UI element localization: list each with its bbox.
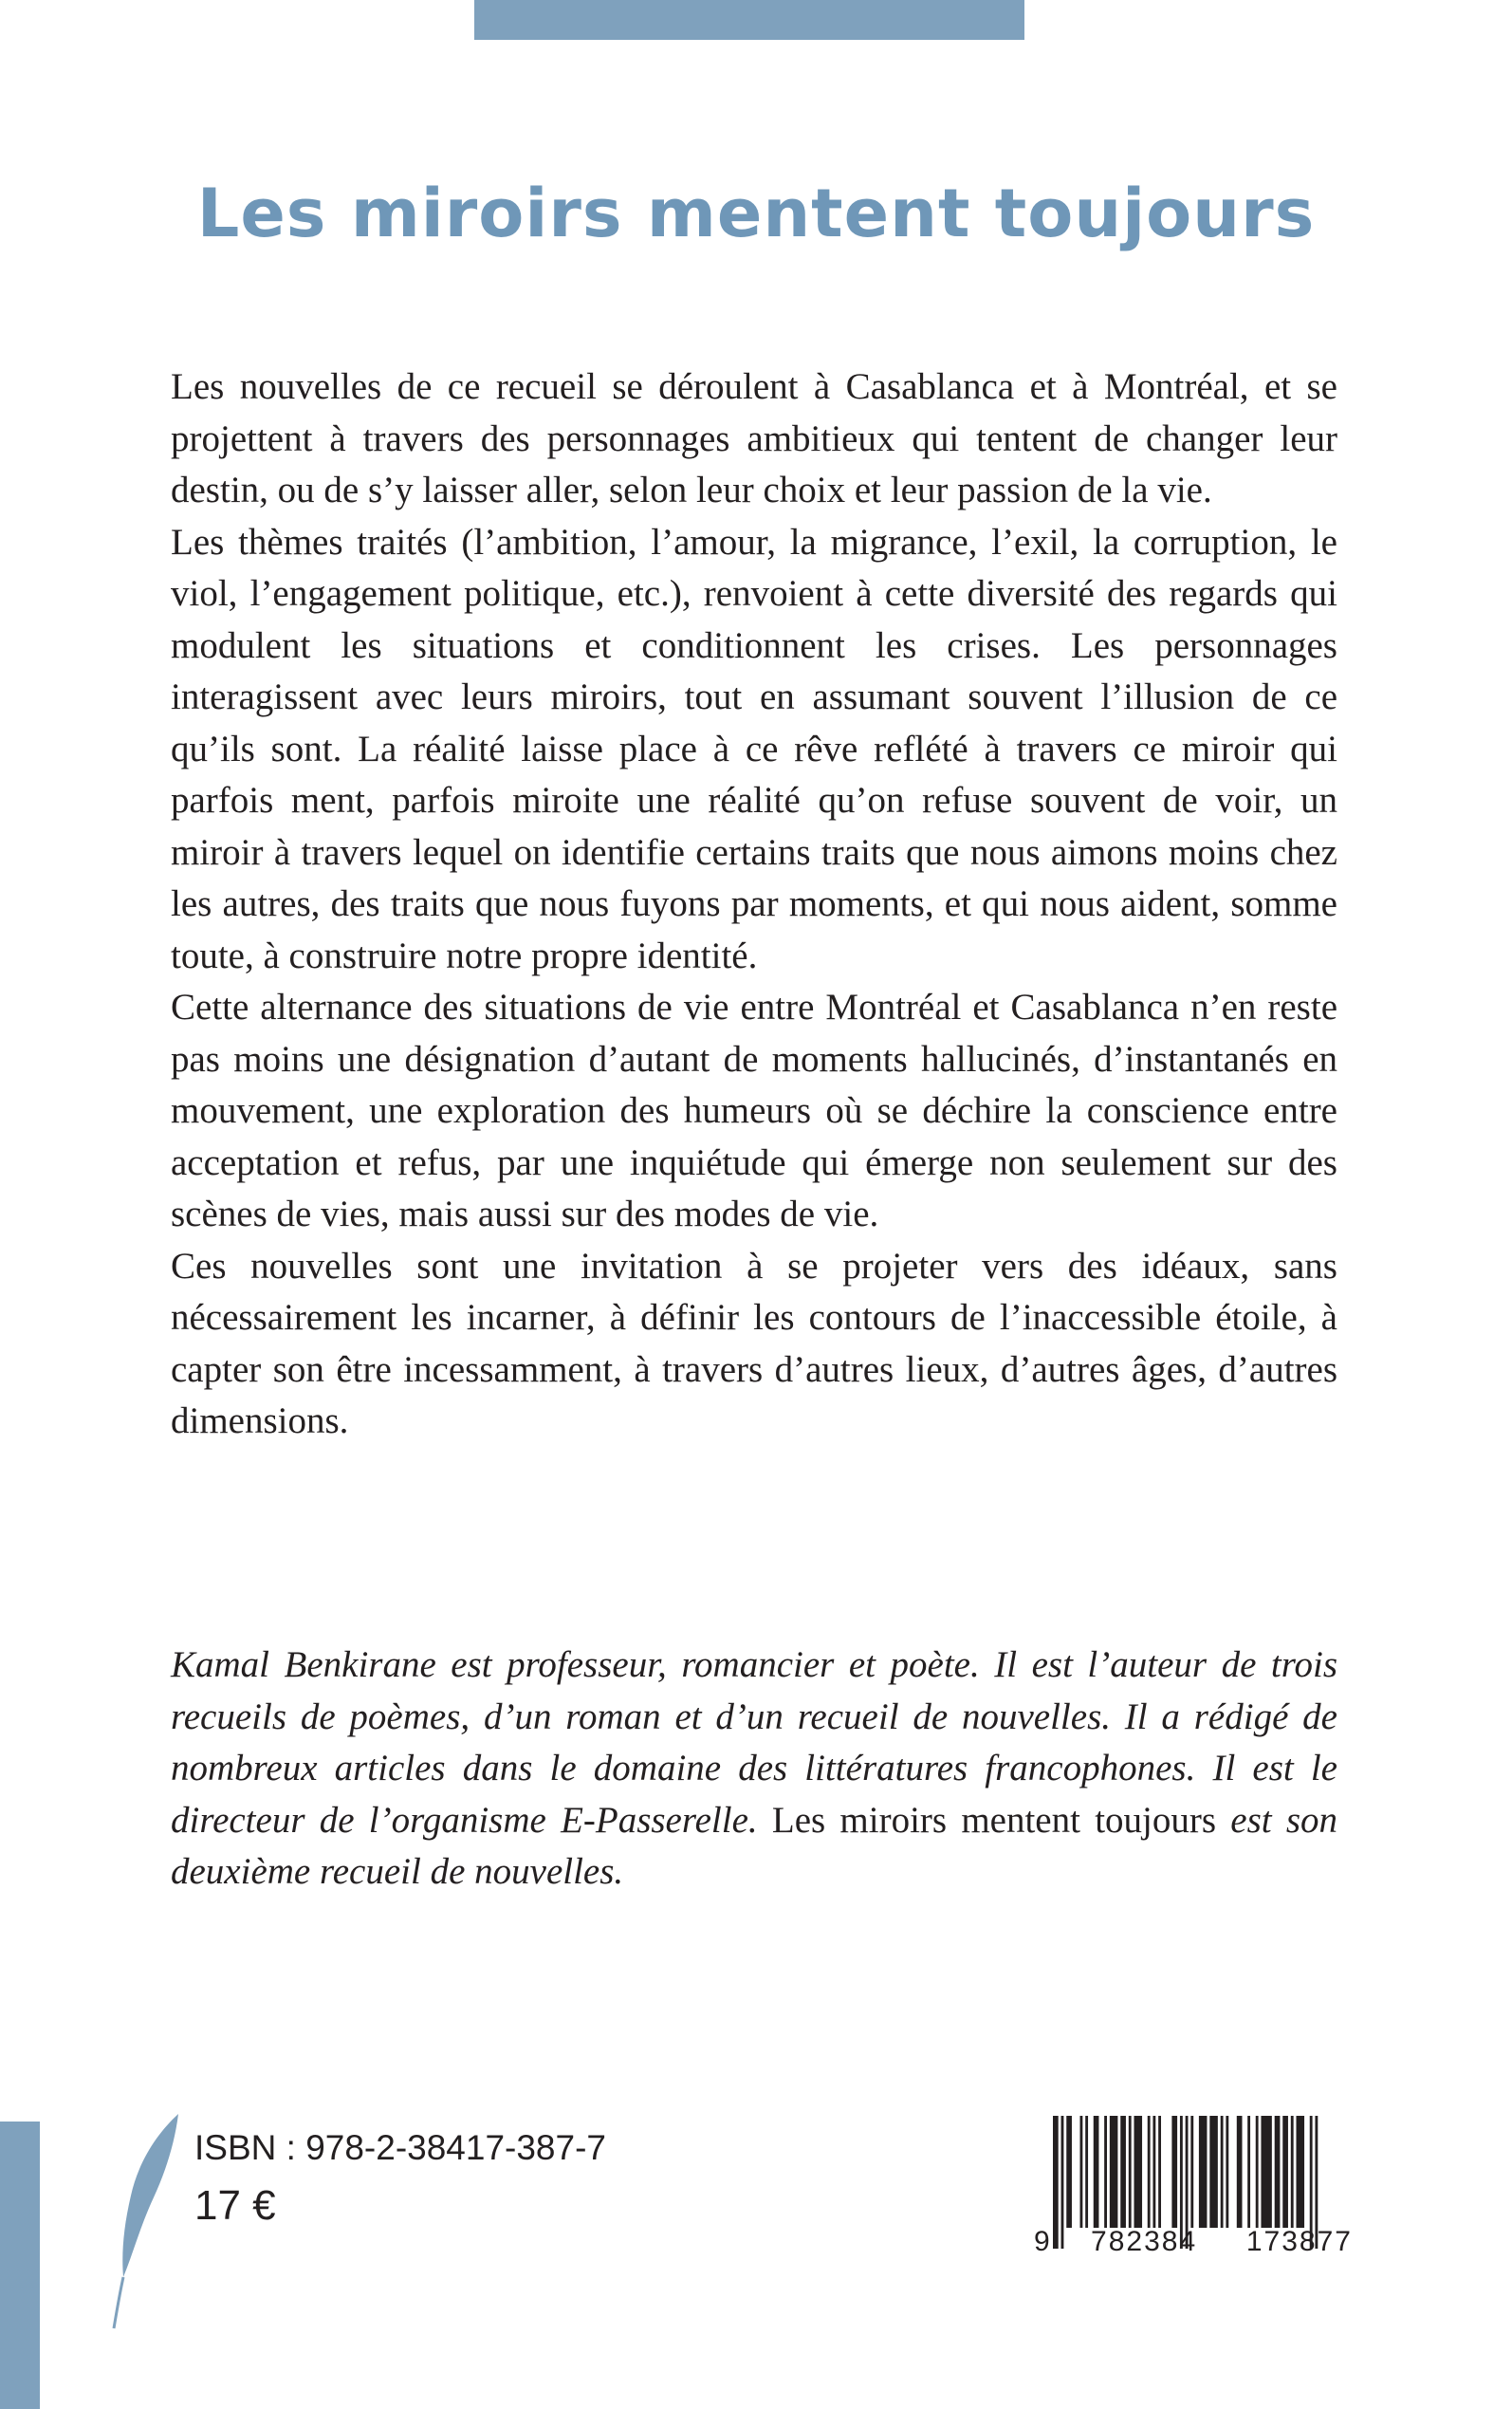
barcode-bar [1066, 2116, 1072, 2228]
barcode-bar [1134, 2116, 1143, 2228]
barcode-bar [1129, 2116, 1132, 2228]
barcode-bar [1226, 2116, 1228, 2228]
author-bio-text-end: est son deuxième recueil de nouvelles. [171, 1799, 1338, 1892]
summary-paragraph: Les nouvelles de ce recueil se déroulent à Casablanca et à Montréal, et se projettent à travers des personnages ambitieux qui tentent de changer leur destin, ou de s’y laisser aller, selon leur choix et leur passion de la vie. [171, 366, 1337, 510]
barcode [1034, 2114, 1337, 2325]
barcode-bar [1275, 2116, 1281, 2228]
barcode-bar [1094, 2116, 1099, 2228]
top-accent-bar [474, 0, 1024, 40]
feather-icon [112, 2112, 186, 2330]
barcode-bar [1261, 2116, 1271, 2228]
summary-text [171, 361, 1337, 1448]
barcode-bar [1152, 2116, 1155, 2228]
barcode-bar [1237, 2116, 1243, 2228]
barcode-bar [1171, 2116, 1177, 2228]
barcode-number-prefix: 9 [1034, 2226, 1052, 2257]
isbn-label: ISBN : 978-2-38417-387-7 [194, 2128, 606, 2167]
barcode-bar [1282, 2116, 1288, 2228]
barcode-bar [1247, 2116, 1250, 2228]
summary-paragraph: Cette alternance des situations de vie entre Montréal et Casablanca n’en reste pas moins une désignation d’autant de moments hallucinés, d’instantanés en mouvement, une exploration des humeurs où se déchire la conscience entre acceptation et refus, par une inquiétude qui émerge non seulement sur des scènes de vies, mais aussi sur des modes de vie. [171, 987, 1337, 1234]
barcode-bar [1199, 2116, 1208, 2228]
author-bio-book-title: Les miroirs mentent toujours [771, 1799, 1217, 1841]
barcode-number [1034, 2226, 1353, 2258]
price-label: 17 € [194, 2182, 276, 2229]
barcode-number-group1: 782384 [1091, 2226, 1198, 2257]
barcode-bar [1256, 2116, 1259, 2228]
barcode-bar [1190, 2116, 1193, 2228]
barcode-bar [1080, 2116, 1083, 2228]
barcode-bar [1221, 2116, 1224, 2228]
barcode-bar [1148, 2116, 1151, 2228]
barcode-bar [1085, 2116, 1088, 2228]
barcode-bar [1209, 2116, 1218, 2228]
side-accent-bar [0, 2122, 40, 2409]
barcode-bar [1104, 2116, 1107, 2228]
barcode-number-group2: 173877 [1245, 2226, 1353, 2257]
barcode-bar [1297, 2116, 1305, 2228]
barcode-bar [1291, 2116, 1294, 2228]
barcode-bar [1158, 2116, 1161, 2228]
summary-paragraph: Ces nouvelles sont une invitation à se projeter vers des idéaux, sans nécessairement les incarner, à définir les contours de l’inaccessible étoile, à capter son être incessamment, à travers d’autres lieux, d’autres âges, d’autres dimensions. [171, 1245, 1337, 1441]
barcode-bar [1120, 2116, 1126, 2228]
barcode-bar [1110, 2116, 1118, 2228]
author-bio [171, 1640, 1337, 1899]
summary-paragraph: Les thèmes traités (l’ambition, l’amour, la migrance, l’exil, la corruption, le viol, l’engagement politique, etc.), renvoient à cette diversité des regards qui modulent les situations et conditionnent les crises. Les personnages interagissent avec leurs miroirs, tout en assumant souvent l’illusion de ce qu’ils sont. La réalité laisse place à ce rêve reflété à travers ce miroir qui parfois ment, parfois miroite une réalité qu’on refuse souvent de voir, un miroir à travers lequel on identifie certains traits que nous aimons moins chez les autres, des traits que nous fuyons par moments, et qui nous aident, somme toute, à construire notre propre identité. [171, 521, 1337, 976]
book-title: Les miroirs mentent toujours [196, 175, 1316, 252]
author-bio-text: Kamal Benkirane est professeur, romancier et poète. Il est l’auteur de trois recueils de poèmes, d’un roman et d’un recueil de nouvelles. Il a rédigé de nombreux articles dans le domaine des littératures francophones. Il est le directeur de l’organisme E-Passerelle. [171, 1644, 1337, 1841]
